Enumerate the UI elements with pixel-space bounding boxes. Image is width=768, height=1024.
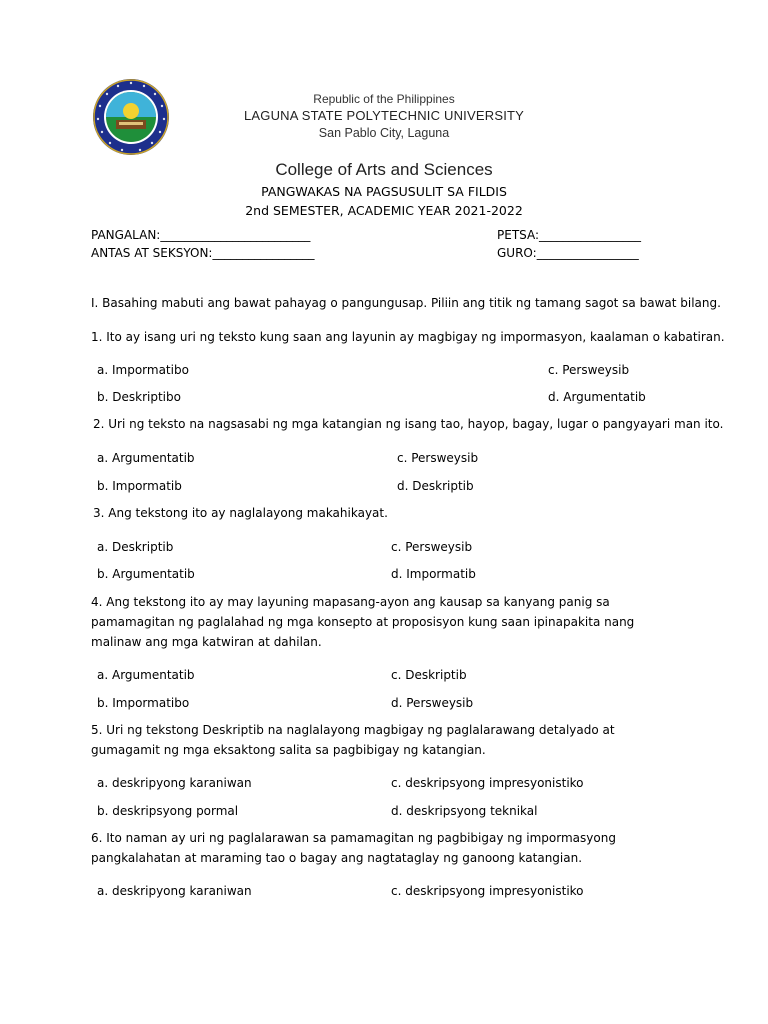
choice-a[interactable]: a. deskripyong karaniwan	[97, 884, 252, 898]
choice-c[interactable]: c. Deskriptib	[391, 668, 467, 682]
choice-b[interactable]: b. Argumentatib	[97, 567, 195, 581]
question-text: 4. Ang tekstong ito ay may layuning mapasang-ayon ang kausap sa kanyang panig sa pamamagitan ng paglalahad ng mga konsepto at proposisyon kung saan ipinapakita nang malinaw ang mga katwiran at dahilan.	[91, 595, 635, 649]
choice-b[interactable]: b. Impormatib	[97, 479, 182, 493]
choice-d[interactable]: d. deskripsyong teknikal	[391, 804, 538, 818]
choice-a[interactable]: a. Argumentatib	[97, 668, 195, 682]
question-text: 2. Uri ng teksto na nagsasabi ng mga katangian ng isang tao, hayop, bagay, lugar o pangyayari man ito.	[93, 417, 724, 431]
college-name: College of Arts and Sciences	[275, 160, 493, 179]
question-text: 3. Ang tekstong ito ay naglalayong makahikayat.	[93, 506, 388, 520]
choice-a[interactable]: a. deskripyong karaniwan	[97, 776, 252, 790]
question-text: 6. Ito naman ay uri ng paglalarawan sa pamamagitan ng pagbibigay ng impormasyong pangkalahatan at maraming tao o bagay ang nagtataglay ng ganoong katangian.	[91, 831, 616, 865]
choice-c[interactable]: c. Persweysib	[391, 540, 473, 554]
semester-line: 2nd SEMESTER, ACADEMIC YEAR 2021-2022	[245, 203, 523, 218]
choice-a[interactable]: a. Argumentatib	[97, 451, 195, 465]
choice-b[interactable]: b. deskripsyong pormal	[97, 804, 239, 818]
section-field[interactable]: ANTAS AT SEKSYON:_________________	[91, 246, 315, 260]
choice-a[interactable]: a. Impormatibo	[97, 363, 189, 377]
teacher-field[interactable]: GURO:_________________	[497, 246, 639, 260]
choice-b[interactable]: b. Deskriptibo	[97, 390, 181, 404]
choice-d[interactable]: d. Persweysib	[391, 696, 474, 710]
exam-title: PANGWAKAS NA PAGSUSULIT SA FILDIS	[261, 184, 507, 199]
choice-d[interactable]: d. Argumentatib	[548, 390, 646, 404]
choice-d[interactable]: d. Deskriptib	[397, 479, 474, 493]
choice-a[interactable]: a. Deskriptib	[97, 540, 174, 554]
choice-c[interactable]: c. Persweysib	[548, 363, 630, 377]
republic-heading: Republic of the Philippines	[313, 92, 455, 106]
university-city: San Pablo City, Laguna	[318, 126, 450, 140]
choice-b[interactable]: b. Impormatibo	[97, 696, 190, 710]
choice-c[interactable]: c. deskripsyong impresyonistiko	[391, 884, 584, 898]
choice-c[interactable]: c. Persweysib	[397, 451, 479, 465]
name-field[interactable]: PANGALAN:_________________________	[91, 228, 311, 242]
question-text: 5. Uri ng tekstong Deskriptib na naglalayong magbigay ng paglalarawang detalyado at gumagamit ng mga eksaktong salita sa pagbibigay ng katangian.	[91, 723, 615, 757]
university-name: LAGUNA STATE POLYTECHNIC UNIVERSITY	[243, 108, 525, 123]
choice-c[interactable]: c. deskripsyong impresyonistiko	[391, 776, 584, 790]
date-field[interactable]: PETSA:_________________	[497, 228, 642, 242]
choice-d[interactable]: d. Impormatib	[391, 567, 476, 581]
instructions: I. Basahing mabuti ang bawat pahayag o pangungusap. Piliin ang titik ng tamang sagot sa bawat bilang.	[91, 296, 721, 310]
question-text: 1. Ito ay isang uri ng teksto kung saan ang layunin ay magbigay ng impormasyon, kaalaman o kabatiran.	[91, 330, 725, 344]
